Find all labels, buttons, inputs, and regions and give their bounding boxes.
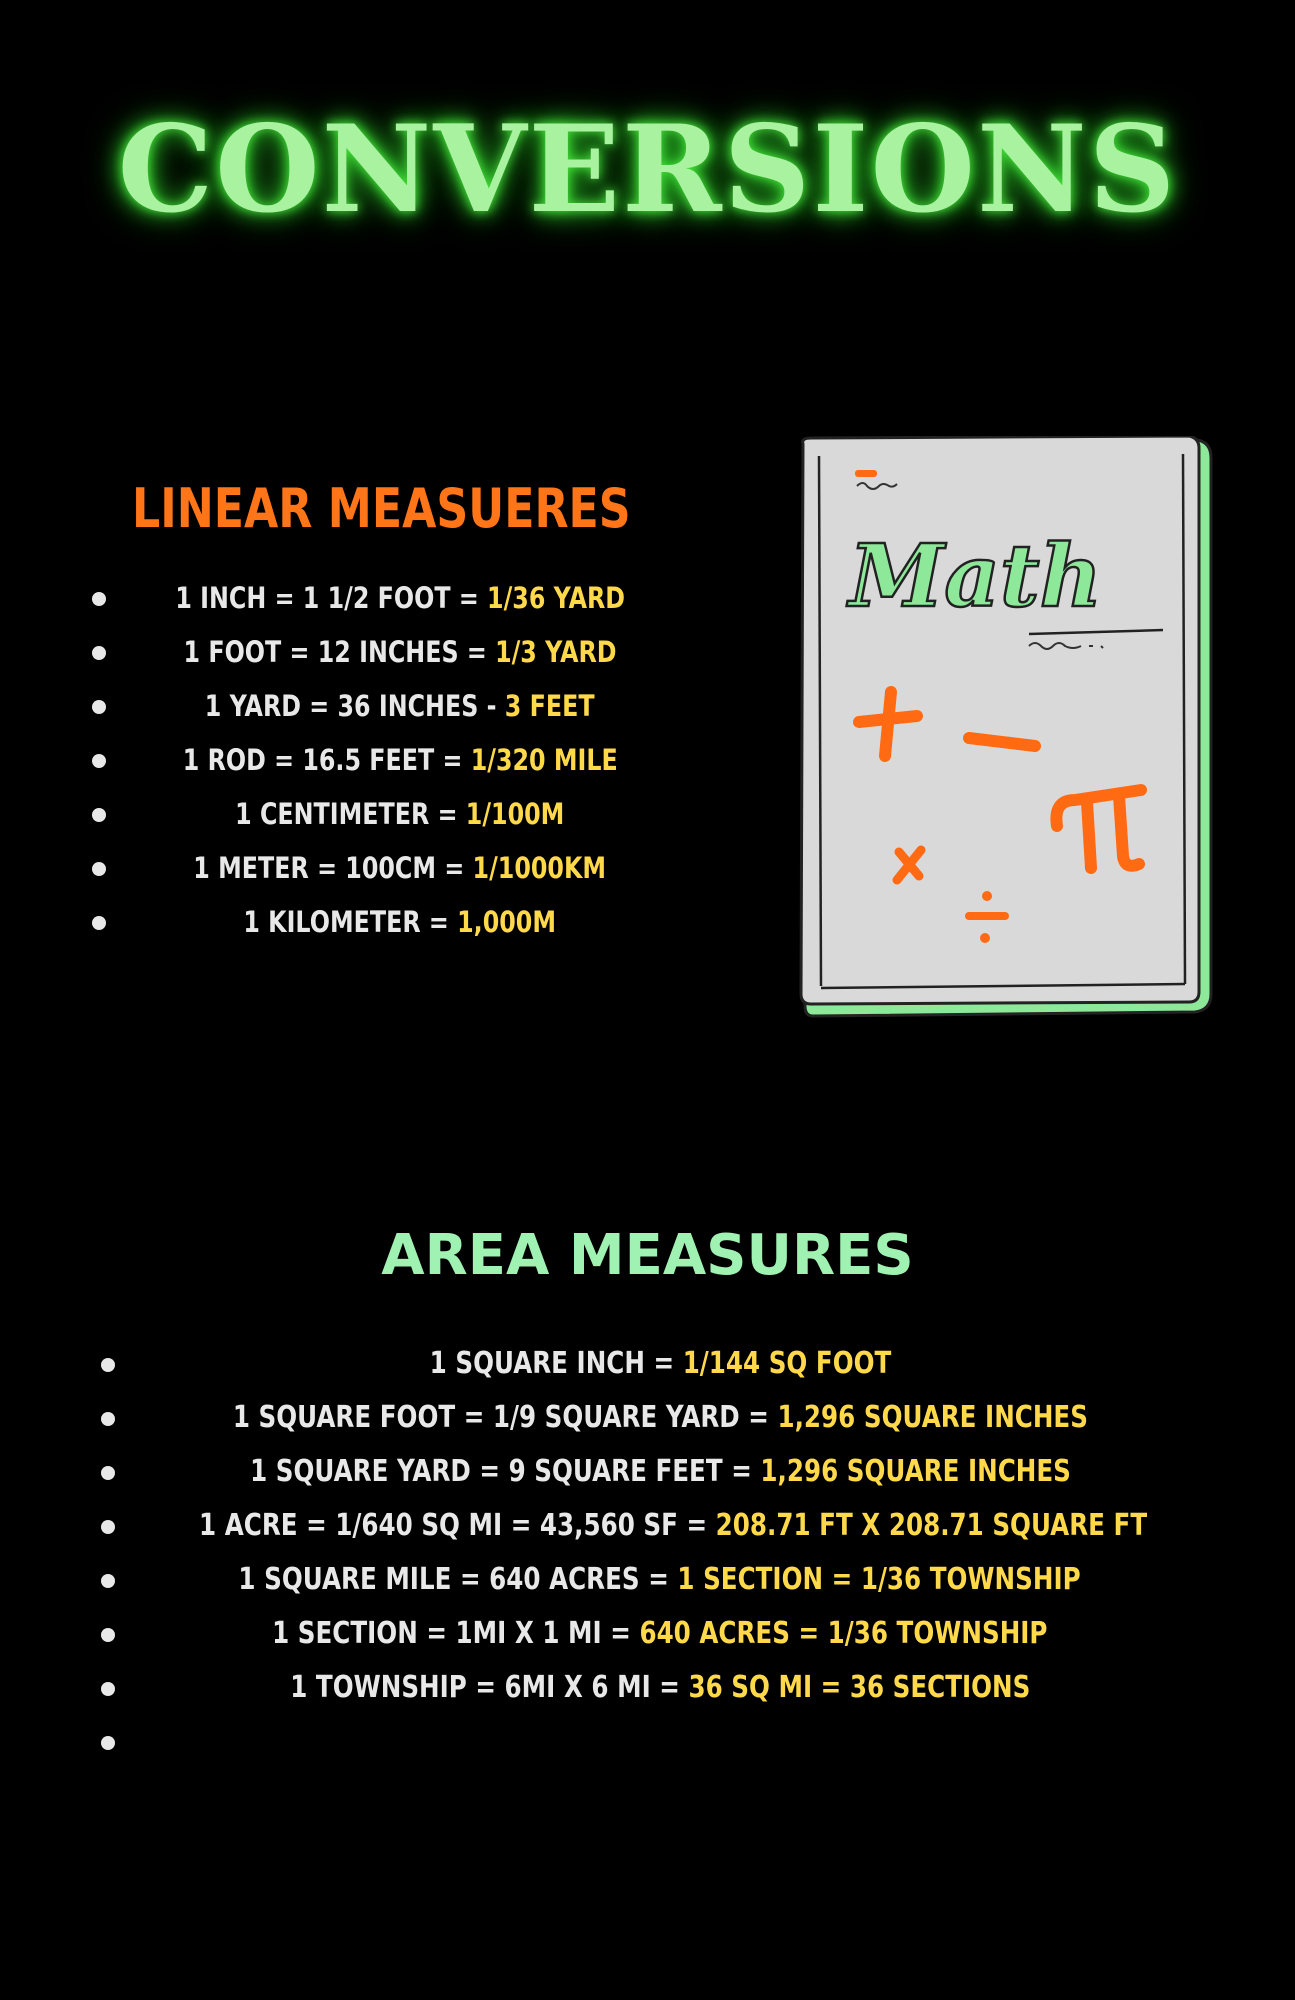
conversion-highlight: 1/100M xyxy=(466,797,565,831)
conversion-highlight: 1,296 SQUARE INCHES xyxy=(759,1454,1071,1489)
bullet-icon xyxy=(92,916,106,930)
bullet-icon xyxy=(92,646,106,660)
conversion-text: 1 SQUARE FOOT = 1/9 SQUARE YARD = xyxy=(232,1400,769,1435)
bullet-icon xyxy=(92,808,106,822)
bullet-icon xyxy=(92,700,106,714)
minus-icon xyxy=(969,738,1035,746)
area-measures-list xyxy=(95,1340,1225,1772)
conversion-text: 1 KILOMETER = xyxy=(243,905,450,939)
math-book-illustration xyxy=(797,436,1215,1018)
page-title: CONVERSIONS xyxy=(117,99,1178,240)
list-item xyxy=(95,1502,1225,1556)
label-mark-icon xyxy=(855,470,877,477)
list-item xyxy=(80,684,720,738)
conversion-text: 1 METER = 100CM = xyxy=(193,851,465,885)
bullet-icon xyxy=(101,1574,115,1588)
conversion-text: 1 SECTION = 1MI X 1 MI = xyxy=(272,1616,632,1651)
conversion-highlight: 640 ACRES = 1/36 TOWNSHIP xyxy=(639,1616,1048,1651)
conversion-text: 1 YARD = 36 INCHES - xyxy=(205,689,497,723)
list-item xyxy=(80,576,720,630)
list-item xyxy=(80,900,720,954)
conversion-text: 1 INCH = 1 1/2 FOOT = xyxy=(175,581,479,615)
conversion-highlight: 36 SQ MI = 36 SECTIONS xyxy=(688,1670,1031,1705)
bullet-icon xyxy=(92,862,106,876)
bullet-icon xyxy=(101,1736,115,1750)
bullet-icon xyxy=(101,1466,115,1480)
conversion-text: 1 SQUARE YARD = 9 SQUARE FEET = xyxy=(249,1454,752,1489)
conversion-highlight: 1/144 SQ FOOT xyxy=(682,1346,891,1381)
list-item xyxy=(95,1556,1225,1610)
list-item xyxy=(95,1718,1225,1772)
list-item xyxy=(80,630,720,684)
conversion-text: 1 FOOT = 12 INCHES = xyxy=(183,635,487,669)
conversion-highlight: 1/1000KM xyxy=(472,851,607,885)
bullet-icon xyxy=(101,1358,115,1372)
conversion-text: 1 ACRE = 1/640 SQ MI = 43,560 SF = xyxy=(199,1508,708,1543)
conversion-highlight: 1/36 YARD xyxy=(486,581,625,615)
bullet-icon xyxy=(101,1628,115,1642)
conversion-text: 1 ROD = 16.5 FEET = xyxy=(182,743,463,777)
bullet-icon xyxy=(92,754,106,768)
list-item xyxy=(95,1664,1225,1718)
book-title: Math xyxy=(849,526,1103,627)
conversion-highlight: 1,000M xyxy=(457,905,557,939)
conversion-text: 1 CENTIMETER = xyxy=(235,797,458,831)
conversion-highlight: 1,296 SQUARE INCHES xyxy=(777,1400,1088,1435)
conversion-highlight: 1/320 MILE xyxy=(470,743,618,777)
bullet-icon xyxy=(101,1412,115,1426)
list-item xyxy=(80,738,720,792)
list-item xyxy=(95,1340,1225,1394)
conversion-highlight: 1 SECTION = 1/36 TOWNSHIP xyxy=(677,1562,1082,1597)
conversion-highlight: 3 FEET xyxy=(505,689,595,723)
conversion-highlight: 208.71 FT X 208.71 SQUARE FT xyxy=(715,1508,1148,1543)
conversion-highlight: 1/3 YARD xyxy=(495,635,617,669)
conversion-text: 1 SQUARE MILE = 640 ACRES = xyxy=(238,1562,670,1597)
bullet-icon xyxy=(101,1520,115,1534)
linear-measures-heading: LINEAR MEASUERES xyxy=(132,477,631,540)
bullet-icon xyxy=(101,1682,115,1696)
area-measures-heading: AREA MEASURES xyxy=(381,1223,914,1288)
conversion-text: 1 TOWNSHIP = 6MI X 6 MI = xyxy=(289,1670,680,1705)
list-item xyxy=(80,846,720,900)
linear-measures-list xyxy=(80,576,720,954)
list-item xyxy=(95,1448,1225,1502)
list-item xyxy=(80,792,720,846)
list-item xyxy=(95,1610,1225,1664)
conversion-text: 1 SQUARE INCH = xyxy=(429,1346,674,1381)
list-item xyxy=(95,1394,1225,1448)
bullet-icon xyxy=(92,592,106,606)
